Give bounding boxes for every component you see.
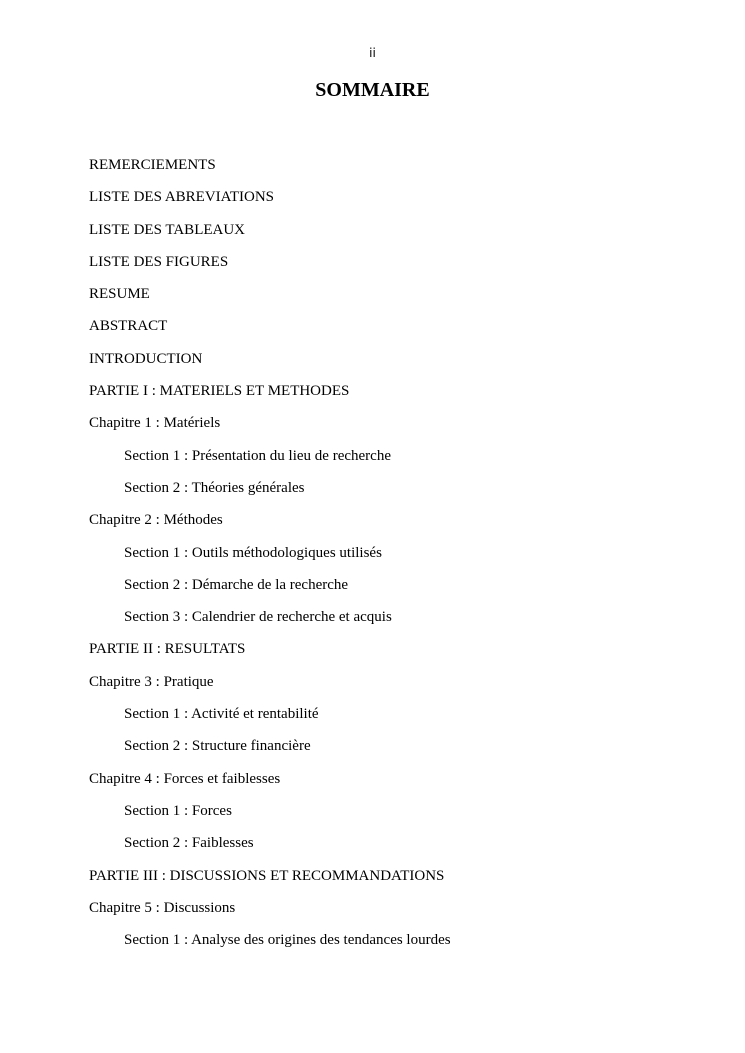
toc-entry: REMERCIEMENTS	[89, 157, 216, 173]
page-title: SOMMAIRE	[315, 79, 430, 101]
toc-section-entry: Section 1 : Activité et rentabilité	[124, 706, 319, 723]
toc-section-entry: Section 1 : Forces	[124, 802, 232, 819]
table-of-contents	[89, 154, 709, 961]
toc-entry: ABSTRACT	[89, 318, 168, 335]
page-number: ii	[369, 46, 376, 60]
toc-section-entry: Section 2 : Structure financière	[124, 738, 311, 755]
toc-entry: Chapitre 3 : Pratique	[89, 673, 214, 690]
toc-entry: PARTIE I : MATERIELS ET METHODES	[89, 383, 350, 400]
toc-section-entry: Section 1 : Outils méthodologiques utilisés	[124, 544, 382, 561]
toc-entry: Chapitre 4 : Forces et faiblesses	[89, 770, 281, 787]
toc-entry: Chapitre 2 : Méthodes	[89, 512, 223, 529]
toc-section-entry: Section 2 : Théories générales	[124, 479, 305, 496]
toc-entry: Chapitre 5 : Discussions	[89, 899, 236, 916]
toc-entry: Chapitre 1 : Matériels	[89, 415, 221, 432]
toc-section-entry: Section 3 : Calendrier de recherche et acquis	[124, 609, 392, 626]
toc-entry: LISTE DES TABLEAUX	[89, 221, 246, 238]
toc-section-entry: Section 1 : Présentation du lieu de recherche	[124, 447, 391, 464]
toc-entry: PARTIE II : RESULTATS	[89, 641, 246, 658]
toc-section-entry: Section 2 : Faiblesses	[124, 835, 254, 852]
toc-entry: LISTE DES FIGURES	[89, 253, 229, 270]
toc-section-entry: Section 1 : Analyse des origines des tendances lourdes	[124, 932, 451, 949]
toc-entry: RESUME	[89, 286, 150, 303]
toc-entry: INTRODUCTION	[89, 350, 203, 367]
toc-entry: PARTIE III : DISCUSSIONS ET RECOMMANDATIONS	[89, 867, 445, 884]
toc-section-entry: Section 2 : Démarche de la recherche	[124, 576, 349, 593]
toc-entry: LISTE DES ABREVIATIONS	[89, 189, 275, 206]
